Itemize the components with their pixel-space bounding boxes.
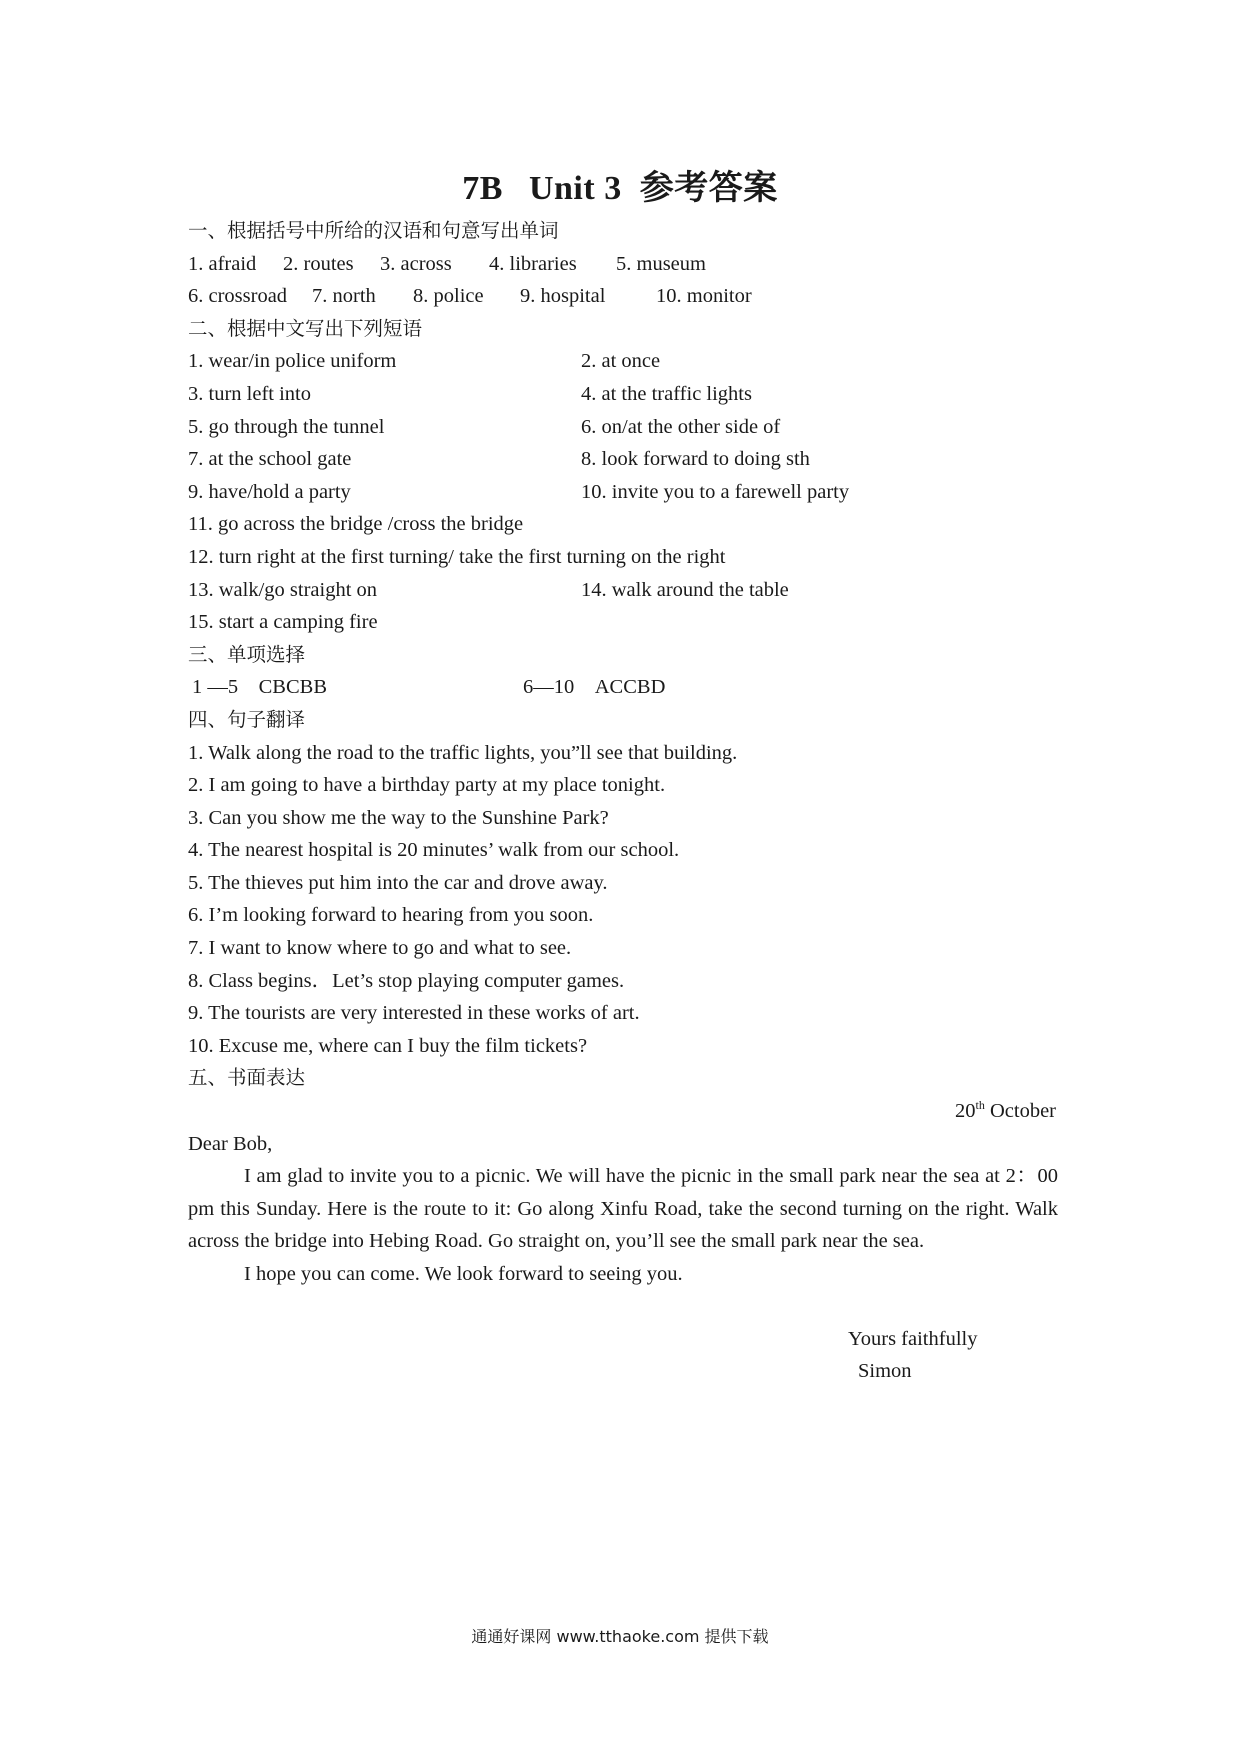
choice-letters: ACCBD (594, 676, 666, 699)
phrase-row (188, 476, 1058, 509)
phrase-answer: 14. walk around the table (581, 578, 789, 601)
multiple-choice-answers (188, 671, 1058, 704)
phrase-answer: 3. turn left into (188, 382, 311, 405)
translation-answer: 5. The thieves put him into the car and drove away. (188, 871, 608, 894)
choice-range: 6—10 (523, 676, 575, 699)
letter-date (188, 1095, 1058, 1128)
phrase-answer: 1. wear/in police uniform (188, 350, 397, 373)
word-answer: 6. crossroad (188, 285, 288, 308)
phrase-answer: 15. start a camping fire (188, 611, 378, 634)
phrase-answer: 8. look forward to doing sth (581, 448, 810, 471)
phrase-row (188, 411, 1058, 444)
translation-answer: 3. Can you show me the way to the Sunshine Park? (188, 806, 609, 829)
title-unit: Unit 3 (528, 170, 622, 207)
letter-greeting: Dear Bob, (188, 1132, 273, 1155)
translation-answer: 2. I am going to have a birthday party at my place tonight. (188, 774, 666, 797)
phrase-answer: 10. invite you to a farewell party (581, 480, 850, 503)
translation-answer: 6. I’m looking forward to hearing from you soon. (188, 904, 594, 927)
choice-group-2 (523, 671, 665, 704)
title-grade: 7B (462, 170, 503, 207)
title-answer-key: 参考答案 (639, 170, 778, 207)
phrase-answer: 13. walk/go straight on (188, 578, 378, 601)
date-suffix: th (975, 1098, 985, 1113)
phrase-row (188, 606, 1058, 639)
word-answer: 4. libraries (489, 252, 577, 275)
translation-answer: 9. The tourists are very interested in these works of art. (188, 1002, 640, 1025)
word-answer: 9. hospital (520, 285, 606, 308)
phrase-row (188, 508, 1058, 541)
translation-answer: 8. Class begins．Let’s stop playing computer games. (188, 969, 625, 992)
translation-answer: 1. Walk along the road to the traffic lights, you”ll see that building. (188, 741, 738, 764)
phrase-row (188, 443, 1058, 476)
word-answer: 10. monitor (656, 285, 752, 308)
choice-range: 1 —5 (192, 676, 239, 699)
phrase-row (188, 541, 1058, 574)
choice-group-1 (192, 671, 327, 704)
answer-content (188, 215, 1058, 1388)
date-month: October (989, 1100, 1056, 1123)
translation-answer: 7. I want to know where to go and what to see. (188, 937, 572, 960)
choice-letters: CBCBB (258, 676, 327, 699)
section-4-heading: 四、句子翻译 (188, 707, 306, 731)
phrase-answer: 9. have/hold a party (188, 480, 351, 503)
word-answer: 5. museum (616, 252, 706, 275)
phrase-answer: 11. go across the bridge /cross the bridge (188, 513, 524, 536)
section-5-heading: 五、书面表达 (188, 1066, 306, 1090)
letter-closing: Yours faithfully (848, 1327, 978, 1350)
phrase-answer: 6. on/at the other side of (581, 415, 781, 438)
phrase-row (188, 345, 1058, 378)
section-1-row-2 (188, 280, 1058, 313)
translation-answer: 4. The nearest hospital is 20 minutes’ walk from our school. (188, 839, 680, 862)
phrase-row (188, 378, 1058, 411)
word-answer: 3. across (380, 252, 452, 275)
date-day: 20 (955, 1100, 976, 1123)
word-answer: 7. north (312, 285, 376, 308)
phrase-answer: 4. at the traffic lights (581, 382, 752, 405)
section-3-heading: 三、单项选择 (188, 642, 306, 666)
letter-paragraph: I hope you can come. We look forward to seeing you. (244, 1263, 683, 1285)
word-answer: 8. police (413, 285, 484, 308)
page-title (0, 160, 1240, 209)
phrase-answer: 5. go through the tunnel (188, 415, 385, 438)
phrase-row (188, 574, 1058, 607)
word-answer: 2. routes (283, 252, 354, 275)
phrase-answer: 2. at once (581, 350, 661, 373)
phrase-answer: 12. turn right at the first turning/ take the first turning on the right (188, 545, 726, 568)
translation-answer: 10. Excuse me, where can I buy the film tickets? (188, 1034, 588, 1057)
letter-paragraph: I am glad to invite you to a picnic. We will have the picnic in the small park near the sea at 2：00 pm this Sunday. Here is the route to it: Go along Xinfu Road, take the second turning on the right. Walk across the bridge into Hebing Road. Go straight on, you’ll see the small park near the sea. (188, 1165, 1058, 1253)
word-answer: 1. afraid (188, 252, 257, 275)
letter-signature: Simon (858, 1360, 912, 1383)
section-2-heading: 二、根据中文写出下列短语 (188, 316, 423, 340)
section-1-heading: 一、根据括号中所给的汉语和句意写出单词 (188, 219, 559, 242)
phrase-answer: 7. at the school gate (188, 448, 352, 471)
page-footer: 通通好课网 www.tthaoke.com 提供下载 (471, 1627, 769, 1646)
section-1-row-1 (188, 248, 1058, 281)
